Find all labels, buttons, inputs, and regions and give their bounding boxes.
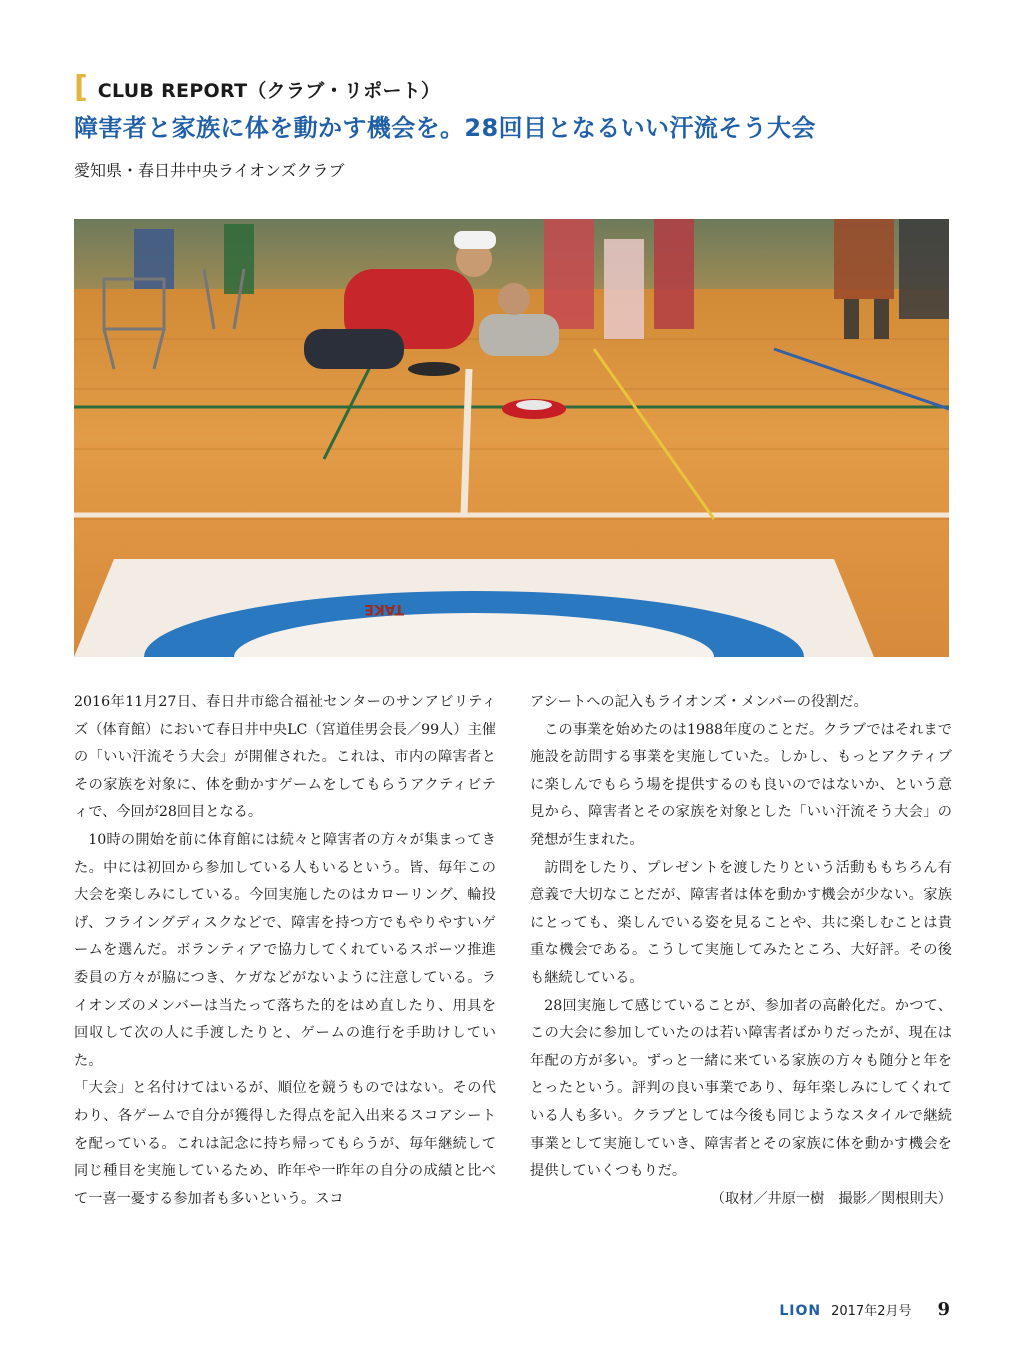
article-paragraph: この事業を始めたのは1988年度のことだ。クラブではそれまで施設を訪問する事業を実施していた。しかし、もっとアクティブに楽しんでもらう場を提供するのも良いのではないか、という意見から、障害者とその家族を対象とした「いい汗流そう大会」の発想が生まれた。 (530, 721, 952, 848)
article-column-left (74, 689, 496, 1213)
article-column-right (530, 689, 952, 1213)
article-paragraph: 2016年11月27日、春日井市総合福祉センターのサンアビリティズ（体育館）において春日井中央LC（宮道佳男会長／99人）主催の「いい汗流そう大会」が開催された。これは、市内の障害者とその家族を対象に、体を動かすゲームをしてもらうアクティビティで、今回が28回目となる。 (74, 694, 496, 821)
photo-gym-curling-icon (74, 219, 949, 657)
article-photo (74, 219, 949, 657)
svg-text:TAKE: TAKE (364, 601, 404, 617)
issue-date: 2017年2月号 (831, 1304, 912, 1319)
section-label (74, 70, 441, 105)
page-number: 9 (937, 1299, 950, 1320)
article-paragraph: 10時の開始を前に体育館には続々と障害者の方々が集まってきた。中には初回から参加している人もいるという。皆、毎年この大会を楽しみにしている。今回実施したのはカローリング、輪投げ、フライングディスクなどで、障害を持つ方でもやりやすいゲームを選んだ。ボランティアで協力してくれているスポーツ推進委員の方々が脇につき、ケガなどがないように注意している。ライオンズのメンバーは当たって落ちた的をはめ直したり、用具を回収して次の人に手渡したりと、ゲームの進行を手助けしていた。 (74, 831, 496, 1069)
photo-credit: （取材／井原一樹 撮影／関根則夫） (710, 1190, 952, 1207)
magazine-name: LION (779, 1303, 822, 1319)
series-label: CLUB REPORT（クラブ・リポート） (97, 79, 441, 102)
article-title: 障害者と家族に体を動かす機会を。28回目となるいい汗流そう大会 (74, 114, 816, 142)
article-paragraph: 28回実施して感じていることが、参加者の高齢化だ。かつて、この大会に参加していたのは若い障害者ばかりだったが、現在は年配の方が多い。ずっと一緒に来ている家族の方々も随分と年をとったという。評判の良い事業であり、毎年楽しみにしてくれている人も多い。クラブとしては今後も同じようなスタイルで継続事業として実施していき、障害者とその家族に体を動かす機会を提供していくつもりだ。 (530, 997, 952, 1180)
club-name: 愛知県・春日井中央ライオンズクラブ (74, 161, 345, 180)
page-footer (779, 1299, 950, 1320)
bracket-icon: [ (74, 70, 88, 105)
article-paragraph: 訪問をしたり、プレゼントを渡したりという活動ももちろん有意義で大切なことだが、障害者は体を動かす機会が少ない。家族にとっても、楽しんでいる姿を見ることや、共に楽しむことは貴重な機会である。こうして実施してみたところ、大好評。その後も継続している。 (530, 859, 952, 986)
article-paragraph: アシートへの記入もライオンズ・メンバーの役割だ。 (530, 694, 868, 710)
article-paragraph: 「大会」と名付けてはいるが、順位を競うものではない。その代わり、各ゲームで自分が獲得した得点を記入出来るスコアシートを配っている。これは記念に持ち帰ってもらうが、毎年継続して同じ種目を実施しているため、昨年や一昨年の自分の成績と比べて一喜一憂する参加者も多いという。スコ (74, 1080, 496, 1207)
